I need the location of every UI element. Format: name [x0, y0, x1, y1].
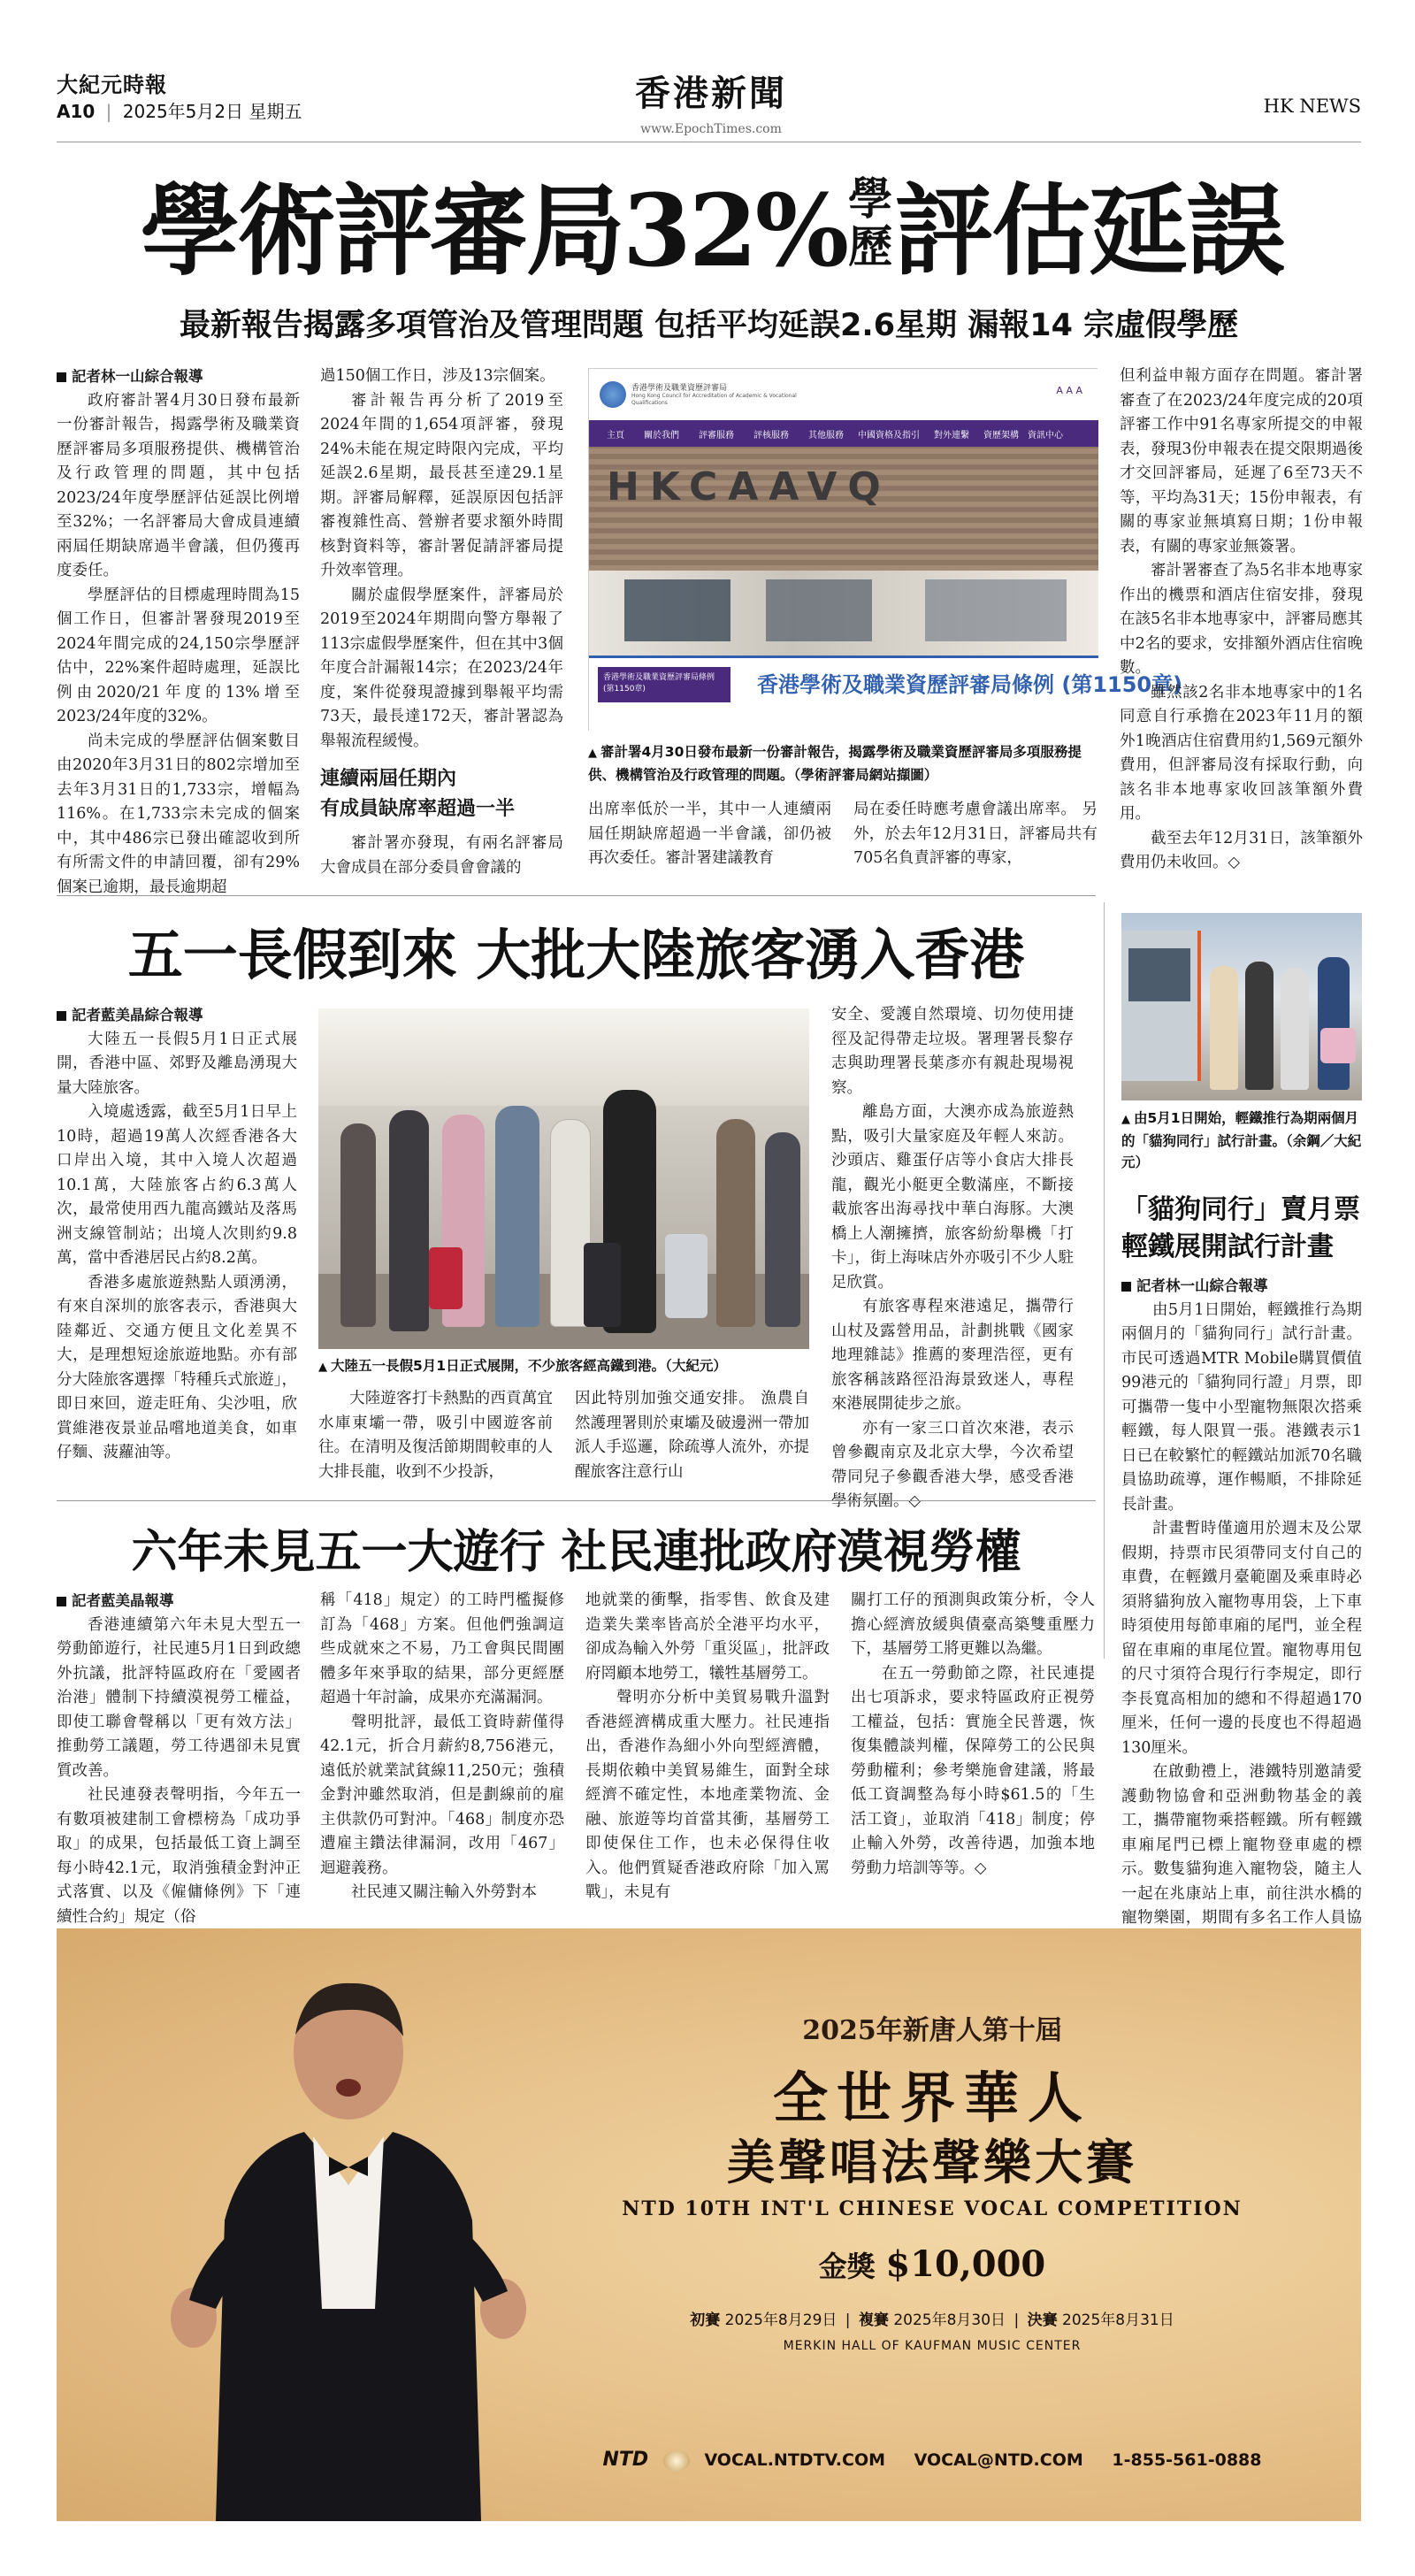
- paragraph: 亦有一家三口首次來港，表示曾參觀南京及北京大學，今次希望帶同兒子參觀香港大學，感受香港學術氛圍。◇: [831, 1419, 1074, 1510]
- pet-bag: [1320, 1028, 1356, 1063]
- paragraph: 有旅客專程來港遠足，攜帶行山杖及露營用品，計劃挑戰《國家地理雜誌》推薦的麥理浩徑，更有旅客稱該路徑沿海景致迷人，專程來港展開徒步之旅。: [831, 1298, 1074, 1413]
- person: [1210, 966, 1238, 1090]
- ntd-logo: NTD: [602, 2449, 649, 2471]
- lead-headline-small-1: 學: [848, 172, 893, 225]
- paragraph: 聲明批評，最低工資時薪僅得42.1元，折合月薪約8,756港元，遠低於就業試貧線11,250元；強積金對沖雖然取消，但是劃線前的雇主供款仍可對沖。「468」制度亦恐遭雇主鑽法律漏洞，改用「467」迴避義務。: [320, 1713, 564, 1877]
- paragraph: 雖然該2名非本地專家中的1名同意自行承擔在2023年11月的額外1晚酒店住宿費用約1,569元額外費用，但評審局沒有採取行動，向該名非本地專家收回該筆額外費用。: [1120, 683, 1363, 823]
- paragraph: 在啟動禮上，港鐵特別邀請愛護動物協會和亞洲動物基金的義工，攜帶寵物乘搭輕鐵。所有輕鐵車廂尾門已標上寵物登車處的標示。數隻貓狗進入寵物袋，隨主人一起在兆康站上車，前往洪水橋的寵物樂園，期間有多名工作人員協: [1121, 1763, 1362, 1927]
- travelers-photo: [318, 1008, 809, 1349]
- globe-icon: [663, 2450, 690, 2472]
- ad-title-1: 全世界華人: [772, 2066, 1091, 2130]
- lead-col-1: [57, 364, 300, 896]
- paragraph: 審計署審查了為5名非本地專家作出的機票和酒店住宿安排，發現在該5名非本地專家中，評審局應其中2名的要求，安排額外酒店住宿晚數。: [1120, 562, 1363, 677]
- second-headline: 五一長假到來 大批大陸旅客湧入香港: [127, 923, 1025, 987]
- person: [1245, 962, 1274, 1090]
- ad-prize: [570, 2243, 1295, 2285]
- paragraph: 局在委任時應考慮會議出席率。 另外，於去年12月31日，評審局共有705名負責評審的專家，: [853, 801, 1098, 867]
- lead-under-photo-2: [853, 798, 1098, 874]
- site-logo-icon: [600, 381, 626, 408]
- section-en: HK NEWS: [1263, 96, 1361, 117]
- nav-item: 主頁: [607, 430, 624, 441]
- schedule-date: 2025年8月30日: [893, 2312, 1006, 2329]
- ad-website: VOCAL.NTDTV.COM: [704, 2450, 886, 2470]
- third-byline: 記者藍美晶報導: [72, 1592, 174, 1609]
- lead-headline-small-2: 歷: [848, 220, 893, 272]
- sign-label-text-2: (第1150章): [603, 685, 646, 694]
- site-org-name-en: Hong Kong Council for Accreditation of Academic & Vocational Qualifications: [631, 393, 797, 406]
- square-bullet-icon: [57, 1011, 66, 1021]
- site-org-name: 香港學術及職業資歷評審局: [631, 384, 728, 393]
- website-screenshot: [588, 368, 1183, 731]
- second-col-1: [57, 1003, 297, 1481]
- lead-byline: 記者林一山綜合報導: [72, 368, 203, 385]
- prize-amount: $10,000: [885, 2243, 1046, 2285]
- paragraph: 尚未完成的學歷評估個案數目由2020年3月31日的802宗增加至去年3月31日的1,733宗，增幅為116%。在1,733宗未完成的個案中，其中486宗已發出確認收到所有所需文件的申請回覆，卻有29%個案已逾期，最長逾期超: [57, 732, 300, 896]
- paragraph: 過150個工作日，涉及13宗個案。: [320, 367, 555, 385]
- side-headline-2: 輕鐵展開試行計畫: [1121, 1231, 1334, 1262]
- person: [389, 1110, 429, 1331]
- second-under-photo-2: [575, 1387, 809, 1486]
- schedule-stage: 決賽: [1027, 2312, 1058, 2329]
- lead-col-2: [320, 364, 563, 895]
- second-col-3: [831, 1003, 1074, 1510]
- building-photo: [589, 447, 1098, 656]
- person: [1281, 968, 1309, 1090]
- paragraph: 聲明亦分析中美貿易戰升溫對香港經濟構成重大壓力。社民連指出，香港作為細小外向型經濟體，長期依賴中美貿易維生，面對全球經濟不確定性，本地產業物流、金融、旅遊等均首當其衝，基層勞工即使保住工作，也未必保得住收入。他們質疑香港政府除「加入罵戰」，未見有: [585, 1689, 830, 1901]
- paragraph: 計畫暫時僅適用於週末及公眾假期，持票市民須帶同支付自己的車費，在輕鐵月臺範圍及乘車時必須將貓狗放入寵物專用袋，上下車時須使用每節車廂的尾門，並全程留在車廂的車尾位置。寵物專用包的尺寸須符合現行行李規定，即行李長寬高相加的總和不得超過170厘米，任何一邊的長度也不得超過130厘米。: [1121, 1520, 1362, 1757]
- paragraph: 社民連又關注輸入外勞對本: [351, 1883, 537, 1901]
- site-font-control: A A A: [1056, 385, 1082, 396]
- third-headline: 六年未見五一大遊行 社民連批政府漠視勞權: [131, 1526, 1021, 1579]
- sign-label-text: 香港學術及職業資歷評審局條例: [603, 673, 715, 682]
- lead-headline: [84, 152, 1340, 294]
- square-bullet-icon: [1121, 1282, 1131, 1292]
- second-under-photo-1: [318, 1387, 553, 1486]
- paragraph: 但利益申報方面存在問題。審計署審查了在2023/24年度完成的20項評審工作中91名專家所提交的申報表，發現3份申報表在提交限期過後才交回評審局，延遲了6至73天不等，平均為31天；15份申報表，有關的專家並無填寫日期；1份申報表，有關的專家並無簽署。: [1120, 367, 1363, 556]
- paper-name: 大紀元時報: [57, 72, 167, 97]
- third-col-4: [851, 1589, 1095, 1881]
- ad-title-2: 美聲唱法聲樂大賽: [727, 2134, 1137, 2190]
- lead-col-4: [1120, 364, 1363, 874]
- lead-under-photo-1: [588, 798, 831, 874]
- lead-subhead-1: 連續兩屆任期內: [320, 768, 457, 790]
- person: [340, 1123, 376, 1327]
- nav-item: 資歷架構: [983, 430, 1019, 441]
- side-byline: 記者林一山綜合報導: [1136, 1277, 1268, 1294]
- person: [495, 1106, 539, 1327]
- caption-triangle-icon: ▲: [1121, 1113, 1130, 1126]
- paragraph: 政府審計署4月30日發布最新一份審計報告，揭露學術及職業資歷評審局多項服務提供、機構管治及行政管理的問題，其中包括2023/24年度學歷評估延誤比例增至32%；一名評審局大會成員連續兩屆任期缺席過半會議，但仍獲再度委任。: [57, 391, 300, 579]
- sign-label: [598, 667, 730, 702]
- person: [716, 1119, 755, 1327]
- second-photo-caption: ▲ 大陸五一長假5月1日正式展開，不少旅客經高鐵到港。（大紀元）: [318, 1358, 727, 1374]
- paragraph: 審計報告再分析了2019至2024年間的1,654項評審，發現24%未能在規定時限內完成，平均延誤2.6星期，最長甚至達29.1星期。評審局解釋，延誤原因包括評審複雜性高、營辦者要求額外時間核對資料等，審計署促請評審局提升效率管理。: [320, 391, 563, 579]
- square-bullet-icon: [57, 372, 66, 382]
- paragraph: 審計署亦發現，有兩名評審局大會成員在部分委員會會議的: [320, 834, 563, 877]
- ad-contact: [570, 2449, 1295, 2472]
- lead-headline-main: 學術評審局32%: [140, 172, 847, 289]
- paragraph: 入境處透露，截至5月1日早上10時，超過19萬人次經香港各大口岸出入境，其中入境人次超過10.1萬，大陸旅客占約6.3萬人次，最常使用西九龍高鐵站及落馬洲支線管制站；出境人次則約9.8萬，當中香港居民占約8.2萬。: [57, 1103, 297, 1267]
- third-col-3: [585, 1589, 830, 1901]
- schedule-date: 2025年8月29日: [724, 2312, 838, 2329]
- lead-headline-small: [848, 172, 893, 272]
- person: [765, 1132, 800, 1327]
- paragraph: 學歷評估的目標處理時間為15個工作日，但審計署發現2019至2024年間完成的24,150宗學歷評估中，22%案件超時處理，延誤比例由2020/21年度的13%增至2023/24年度的32%。: [57, 586, 300, 725]
- ad-venue: MERKIN HALL OF KAUFMAN MUSIC CENTER: [783, 2339, 1082, 2353]
- paragraph: 關打工仔的預測與政策分析，令人擔心經濟放緩與債臺高築雙重壓力下，基層勞工將更難以為繼。: [851, 1591, 1095, 1658]
- lead-subheadline: 最新報告揭露多項管治及管理問題 包括平均延誤2.6星期 漏報14 宗虛假學歷: [179, 308, 1239, 343]
- light-rail-photo: [1121, 913, 1362, 1100]
- third-col-1: [57, 1589, 301, 1926]
- ad-title-en: NTD 10TH INT'L CHINESE VOCAL COMPETITION: [622, 2197, 1243, 2220]
- paragraph: 社民連發表聲明指，今年五一有數項被建制工會標榜為「成功爭取」的成果，包括最低工資上調至每小時42.1元，取消強積金對沖正式落實、以及《僱傭條例》下「連續性合約」規定（俗: [57, 1786, 301, 1926]
- paragraph: 安全、愛護自然環境、切勿使用捷徑及記得帶走垃圾。署理署長黎存志與助理署長葉彥亦有親赴現場視察。: [831, 1006, 1074, 1097]
- paragraph: 地就業的衝擊，指零售、飲食及建造業失業率皆高於全港平均水平，卻成為輸入外勞「重災區」，批評政府罔顧本地勞工，犧牲基層勞工。: [585, 1591, 830, 1683]
- paragraph: 大陸五一長假5月1日正式展開，香港中區、郊野及離島湧現大量大陸旅客。: [57, 1030, 297, 1097]
- schedule-stage: 複賽: [858, 2312, 889, 2329]
- caption-triangle-icon: ▲: [588, 747, 597, 760]
- ad-edition: 2025年新唐人第十屆: [802, 2015, 1062, 2046]
- section-rule: [57, 1500, 1096, 1501]
- paragraph: 離島方面，大澳亦成為旅遊熱點，吸引大量家庭及年輕人來訪。沙頭店、雞蛋仔店等小食店大排長龍，觀光小艇更全數滿座，不斷接載旅客出海尋找中華白海豚。大澳橋上人潮擁擠，旅客紛紛舉機「打卡」，街上海味店外亦吸引不少人駐足欣賞。: [831, 1103, 1074, 1292]
- nav-item: 對外連繫: [934, 430, 969, 441]
- lead-subhead-2: 有成員缺席率超過一半: [320, 798, 516, 820]
- paragraph: 大陸遊客打卡熱點的西貢萬宜水庫東壩一帶，吸引中國遊客前往。在清明及復活節期間較車的人大排長龍，收到不少投訴，: [318, 1390, 553, 1481]
- nav-item: 中國資格及指引: [858, 430, 920, 441]
- paragraph: 香港連續第六年未見大型五一勞動節遊行，社民連5月1日到政總外抗議，批評特區政府在「愛國者治港」體制下持續漠視勞工權益，即使工聯會聲稱以「更有效方法」推動勞工議題，勞工待遇卻未見實質改善。: [57, 1615, 301, 1780]
- suitcase: [665, 1234, 708, 1318]
- side-headline-1: 「貓狗同行」賣月票: [1121, 1194, 1360, 1225]
- side-photo-caption: ▲ 由5月1日開始，輕鐵推行為期兩個月的「貓狗同行」試行計畫。（余鋼／大紀元）: [1121, 1110, 1362, 1170]
- nav-item: 關於我們: [644, 430, 679, 441]
- site-nav: [589, 420, 1098, 447]
- singer-shirt: [313, 2136, 384, 2309]
- schedule-date: 2025年8月31日: [1062, 2312, 1174, 2329]
- second-byline: 記者藍美晶綜合報導: [72, 1007, 203, 1024]
- site-header: [589, 369, 1098, 420]
- issue-date: 2025年5月2日 星期五: [122, 101, 302, 122]
- paragraph: 稱「418」規定）的工時門檻擬修訂為「468」方案。但他們強調這些成就來之不易，乃工會與民間團體多年來爭取的結果，部分更經歷超過十年討論，成果亦充滿漏洞。: [320, 1591, 564, 1706]
- ad-email: VOCAL@NTD.COM: [914, 2450, 1083, 2470]
- square-bullet-icon: [57, 1597, 66, 1606]
- building-sign: HKCAAVQ: [607, 464, 891, 510]
- lead-photo-caption: ▲ 審計署4月30日發布最新一份審計報告，揭露學術及職業資歷評審局多項服務提供、機構管治及行政管理的問題。（學術評審局網站擷圖）: [588, 744, 1082, 783]
- suitcase: [429, 1247, 463, 1309]
- section-rule: [57, 895, 1096, 896]
- paragraph: 香港多處旅遊熱點人頭湧湧，有來自深圳的旅客表示，香港與大陸鄰近、交通方便且文化差異不大，是理想短途旅遊地點。亦有部分大陸旅客選擇「特種兵式旅遊」，即日來回，遊走旺角、尖沙咀，欣賞維港夜景並品嚐地道美食，如車仔麵、菠蘿油等。: [57, 1273, 297, 1461]
- paragraph: 關於虛假學歷案件，評審局於2019至2024年期間向警方舉報了113宗虛假學歷案件，但在其中3個年度合計漏報14宗；在2023/24年度，案件從發現證據到舉報平均需73天，最長達172天，審計署認為舉報流程緩慢。: [320, 586, 563, 750]
- singer-bowtie: [329, 2157, 368, 2176]
- ad-schedule: 初賽 2025年8月29日 | 複賽 2025年8月30日 | 決賽 2025年8月31日: [690, 2312, 1174, 2329]
- nav-item: 其他服務: [808, 430, 844, 441]
- masthead: [57, 65, 1361, 143]
- caption-triangle-icon: ▲: [318, 1361, 327, 1374]
- singer-figure: [163, 1955, 534, 2521]
- sign-panel: [589, 656, 1183, 732]
- sign-text: 香港學術及職業資歷評審局條例 (第1150章): [757, 672, 1183, 697]
- paragraph: 截至去年12月31日，該筆額外費用仍未收回。◇: [1120, 829, 1363, 871]
- paragraph: 出席率低於一半，其中一人連續兩屆任期缺席超過一半會議，卻仍被再次委任。審計署建議教育: [588, 801, 831, 867]
- column-divider: [1104, 902, 1105, 1659]
- paragraph: 在五一勞動節之際，社民連提出七項訴求，要求特區政府正視勞工權益，包括：實施全民普選，恢復集體談判權，保障勞工的公民與勞動權利；參考樂施會建議，將最低工資調整為每小時$61.5的「生活工資」，並取消「418」制度；停止輸入外勞，改善待遇，加強本地勞動力培訓等等。◇: [851, 1664, 1095, 1877]
- nav-item: 評核服務: [753, 430, 789, 441]
- nav-item: 評審服務: [699, 430, 734, 441]
- page-meta: A10 | 2025年5月2日 星期五: [57, 101, 302, 122]
- website-url: www.EpochTimes.com: [640, 122, 782, 136]
- section-title: 香港新聞: [635, 73, 787, 114]
- lead-headline-end: 評估延誤: [894, 172, 1284, 289]
- third-col-2: [320, 1589, 564, 1901]
- singer-mouth: [336, 2079, 361, 2097]
- page-number: A10: [57, 101, 96, 122]
- schedule-stage: 初賽: [690, 2312, 721, 2329]
- person: [1318, 957, 1350, 1090]
- suitcase: [584, 1243, 621, 1327]
- ad-phone: 1-855-561-0888: [1112, 2450, 1262, 2470]
- nav-item: 資訊中心: [1028, 430, 1063, 441]
- prize-label: 金獎: [818, 2250, 876, 2283]
- paragraph: 因此特別加強交通安排。 漁農自然護理署則於東壩及破邊洲一帶加派人手巡邏，除疏導人流外，亦提醒旅客注意行山: [575, 1390, 809, 1481]
- paragraph: 由5月1日開始，輕鐵推行為期兩個月的「貓狗同行」試行計畫。市民可透過MTR Mobile購買價值99港元的「貓狗同行證」月票，即可攜帶一隻中小型寵物無限次搭乘輕鐵，每人限買一張。港鐵表示1日已在較繁忙的輕鐵站加派70名職員協助疏導，運作暢順，不排除延長計畫。: [1121, 1300, 1362, 1514]
- vocal-competition-ad: [57, 1928, 1361, 2521]
